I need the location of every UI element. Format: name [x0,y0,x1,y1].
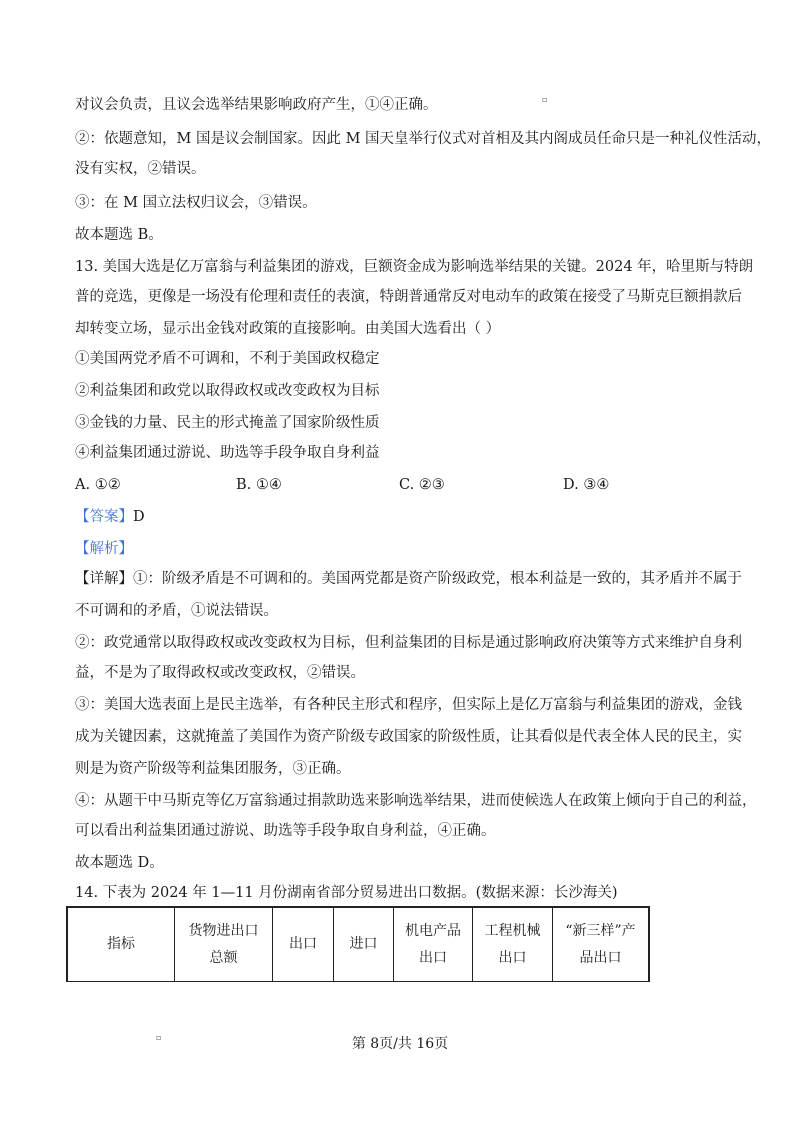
question-13-stem: 13. 美国大选是亿万富翁与利益集团的游戏，巨额资金成为影响选举结果的关键。2024 年，哈里斯与特朗 [75,259,754,275]
stray-mark: ▫ [156,1033,162,1042]
statement-3: ③金钱的力量、民主的形式掩盖了国家阶级性质 [75,415,380,431]
answer-value: D [133,509,145,525]
option-b: B. ①④ [236,477,282,493]
text-line: ②：依题意知，M 国是议会制国家。因此 M 国天皇举行仪式对首相及其内阁成员任命只是一种礼仪性活动， [75,131,772,147]
answer-tag: 【答案】 [75,509,133,525]
detail-line: 成为关键因素，这就掩盖了美国作为资产阶级专政国家的阶级性质，让其看似是代表全体人民的民主，实 [75,729,742,745]
detail-line: 【详解】①：阶级矛盾是不可调和的。美国两党都是资产阶级政党，根本利益是一致的，其矛盾并不属于 [75,571,742,587]
detail-line: 益，不是为了取得政权或改变政权，②错误。 [75,665,365,681]
analysis-tag: 【解析】 [75,541,133,557]
statement-1: ①美国两党矛盾不可调和，不利于美国政权稳定 [75,351,380,367]
option-d: D. ③④ [563,477,610,493]
text-line: 故本题选 B。 [75,227,163,243]
detail-line: ③：美国大选表面上是民主选举，有各种民主形式和程序，但实际上是亿万富翁与利益集团的游戏，金钱 [75,697,742,713]
option-c: C. ②③ [399,477,445,493]
header-engineering-machinery: 工程机械 出口 [473,907,553,982]
trade-data-table [66,906,650,982]
header-export: 出口 [273,907,334,982]
question-13-stem: 却转变立场，显示出金钱对政策的直接影响。由美国大选看出（ ） [75,321,501,337]
detail-line: 故本题选 D。 [75,855,164,871]
detail-line: 不可调和的矛盾，①说法错误。 [75,603,278,619]
text-line: ③：在 M 国立法权归议会，③错误。 [75,195,317,211]
page-footer: 第 8页/共 16页 [351,1036,449,1052]
table-header-row [67,907,649,982]
question-14-stem: 14. 下表为 2024 年 1—11 月份湖南省部分贸易进出口数据。(数据来源：长沙海关) [75,885,618,901]
text-line: 没有实权，②错误。 [75,161,206,177]
text-line: 对议会负责，且议会选举结果影响政府产生，①④正确。 [75,97,438,113]
header-total: 货物进出口 总额 [175,907,273,982]
header-new-three: “新三样”产 品出口 [553,907,650,982]
header-electromechanical: 机电产品 出口 [394,907,473,982]
header-import: 进口 [334,907,394,982]
detail-line: 可以看出利益集团通过游说、助选等手段争取自身利益，④正确。 [75,823,496,839]
detail-line: ④：从题干中马斯克等亿万富翁通过捐款助选来影响选举结果，进而使候选人在政策上倾向于自己的利益， [75,793,757,809]
question-13-stem: 普的竞选，更像是一场没有伦理和责任的表演，特朗普通常反对电动车的政策在接受了马斯克巨额捐款后 [75,289,742,305]
statement-2: ②利益集团和政党以取得政权或改变政权为目标 [75,383,380,399]
answer-line [75,508,145,526]
detail-line: 则是为资产阶级等利益集团服务，③正确。 [75,761,351,777]
statement-4: ④利益集团通过游说、助选等手段争取自身利益 [75,445,380,461]
option-a: A. ①② [75,477,121,493]
header-indicator: 指标 [67,907,175,982]
detail-line: ②：政党通常以取得政权或改变政权为目标，但利益集团的目标是通过影响政府决策等方式来维护自身利 [75,635,742,651]
stray-mark: ▫ [542,95,548,104]
